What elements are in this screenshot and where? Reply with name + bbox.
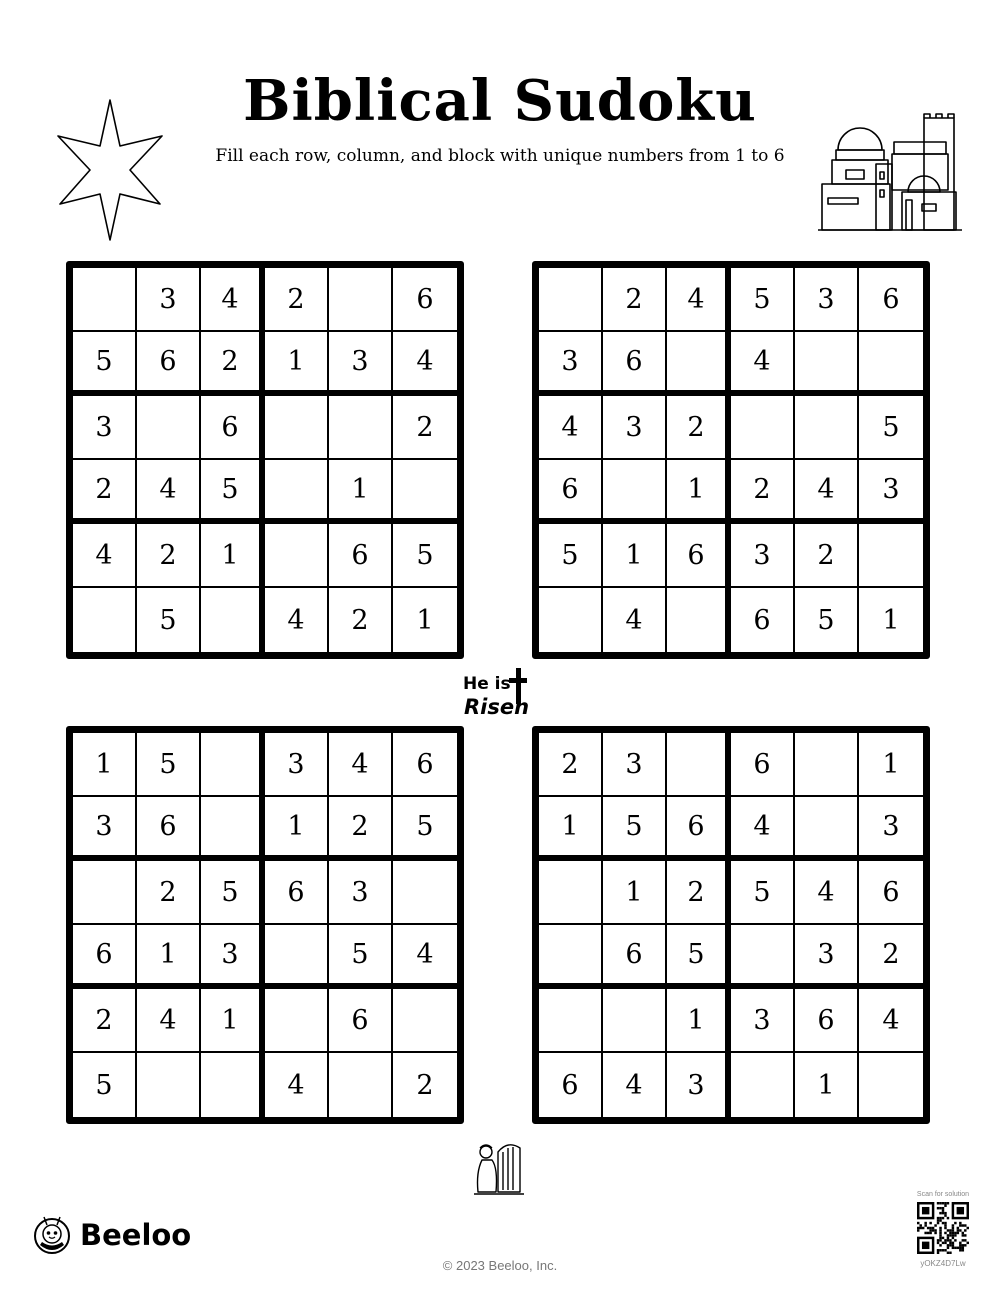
- sudoku-cell[interactable]: 2: [859, 925, 923, 989]
- sudoku-cell[interactable]: 5: [731, 861, 795, 925]
- sudoku-cell[interactable]: [795, 733, 859, 797]
- sudoku-cell[interactable]: 2: [201, 332, 265, 396]
- sudoku-cell[interactable]: 5: [859, 396, 923, 460]
- sudoku-cell[interactable]: 1: [137, 925, 201, 989]
- sudoku-cell[interactable]: 6: [137, 332, 201, 396]
- sudoku-cell[interactable]: 2: [329, 797, 393, 861]
- sudoku-cell[interactable]: 3: [73, 797, 137, 861]
- sudoku-cell[interactable]: 5: [667, 925, 731, 989]
- sudoku-cell[interactable]: 2: [329, 588, 393, 652]
- copyright-text: © 2023 Beeloo, Inc.: [442, 1258, 558, 1273]
- badge-line1: He is: [463, 674, 511, 694]
- sudoku-cell[interactable]: 1: [265, 797, 329, 861]
- sudoku-cell[interactable]: [539, 989, 603, 1053]
- sudoku-cell[interactable]: 4: [137, 460, 201, 524]
- sudoku-cell[interactable]: 5: [201, 861, 265, 925]
- sudoku-cell[interactable]: 4: [603, 1053, 667, 1117]
- qr-code-icon[interactable]: [917, 1202, 969, 1254]
- sudoku-cell[interactable]: 6: [539, 1053, 603, 1117]
- sudoku-cell[interactable]: 1: [416, 604, 434, 636]
- sudoku-cell[interactable]: [539, 925, 603, 989]
- page-subtitle: Fill each row, column, and block with unique numbers from 1 to 6: [215, 146, 785, 166]
- sudoku-cell[interactable]: [859, 332, 923, 396]
- sudoku-cell[interactable]: 6: [539, 460, 603, 524]
- sudoku-cell[interactable]: [201, 733, 265, 797]
- sudoku-grid-top-right: [532, 261, 930, 659]
- sudoku-cell[interactable]: 1: [882, 604, 900, 636]
- sudoku-cell[interactable]: [667, 733, 731, 797]
- sudoku-cell[interactable]: 2: [603, 268, 667, 332]
- he-is-risen-badge: [460, 664, 540, 724]
- sudoku-cell[interactable]: 2: [265, 268, 329, 332]
- sudoku-cell[interactable]: 4: [539, 396, 603, 460]
- sudoku-cell[interactable]: 4: [265, 588, 329, 652]
- sudoku-cell[interactable]: 3: [795, 925, 859, 989]
- sudoku-cell[interactable]: 3: [859, 460, 923, 524]
- sudoku-cell[interactable]: [859, 1053, 923, 1117]
- city-icon: [818, 112, 964, 234]
- sudoku-cell[interactable]: [137, 1053, 201, 1117]
- sudoku-cell[interactable]: [731, 396, 795, 460]
- sudoku-cell[interactable]: 5: [73, 1053, 137, 1117]
- sudoku-cell[interactable]: 5: [393, 797, 457, 861]
- sudoku-cell[interactable]: 6: [795, 989, 859, 1053]
- sudoku-cell[interactable]: 6: [329, 524, 393, 588]
- sudoku-cell[interactable]: [73, 268, 137, 332]
- sudoku-cell[interactable]: [731, 925, 795, 989]
- scan-label: Scan for solution: [916, 1191, 970, 1198]
- sudoku-cell[interactable]: [795, 332, 859, 396]
- sudoku-cell[interactable]: 3: [859, 797, 923, 861]
- sudoku-cell[interactable]: 3: [731, 524, 795, 588]
- brand-name: Beeloo: [80, 1218, 192, 1252]
- sudoku-grid-bottom-left: [66, 726, 464, 1124]
- sudoku-cell[interactable]: 1: [667, 989, 731, 1053]
- sudoku-cell[interactable]: 6: [603, 925, 667, 989]
- sudoku-cell[interactable]: 5: [603, 797, 667, 861]
- sudoku-cell[interactable]: [329, 396, 393, 460]
- sudoku-cell[interactable]: 2: [667, 861, 731, 925]
- sudoku-cell[interactable]: 4: [603, 588, 667, 652]
- sudoku-cell[interactable]: 3: [73, 396, 137, 460]
- sudoku-cell[interactable]: 4: [731, 332, 795, 396]
- sudoku-cell[interactable]: 4: [137, 989, 201, 1053]
- sudoku-cell[interactable]: 6: [859, 861, 923, 925]
- sudoku-cell[interactable]: 2: [416, 1069, 434, 1101]
- sudoku-cell[interactable]: 2: [795, 524, 859, 588]
- sudoku-cell[interactable]: [265, 460, 329, 524]
- sudoku-cell[interactable]: 4: [393, 925, 457, 989]
- sudoku-cell[interactable]: 3: [667, 1053, 731, 1117]
- sudoku-cell[interactable]: 2: [667, 396, 731, 460]
- sudoku-cell[interactable]: 2: [137, 524, 201, 588]
- sudoku-cell[interactable]: 5: [393, 524, 457, 588]
- sudoku-grid-bottom-right: [532, 726, 930, 1124]
- sudoku-cell[interactable]: [201, 1053, 265, 1117]
- sudoku-cell[interactable]: 1: [329, 460, 393, 524]
- sudoku-cell[interactable]: 1: [201, 989, 265, 1053]
- sudoku-cell[interactable]: [603, 989, 667, 1053]
- sudoku-cell[interactable]: 4: [795, 861, 859, 925]
- sudoku-cell[interactable]: 3: [539, 332, 603, 396]
- sudoku-cell[interactable]: 3: [603, 733, 667, 797]
- sudoku-cell[interactable]: 4: [73, 524, 137, 588]
- sudoku-cell[interactable]: 5: [201, 460, 265, 524]
- sudoku-cell[interactable]: [539, 861, 603, 925]
- sudoku-cell[interactable]: [201, 588, 265, 652]
- sudoku-cell[interactable]: [795, 797, 859, 861]
- sudoku-cell[interactable]: 6: [667, 524, 731, 588]
- sudoku-cell[interactable]: 6: [329, 989, 393, 1053]
- sudoku-cell[interactable]: 3: [265, 733, 329, 797]
- sudoku-cell[interactable]: 6: [137, 797, 201, 861]
- sudoku-cell[interactable]: 2: [393, 396, 457, 460]
- badge-line2: Risen: [464, 695, 530, 719]
- sudoku-cell[interactable]: 3: [137, 268, 201, 332]
- sudoku-grid-top-left: [66, 261, 464, 659]
- sudoku-cell[interactable]: 4: [201, 268, 265, 332]
- sudoku-cell[interactable]: 2: [73, 460, 137, 524]
- sudoku-cell[interactable]: [73, 588, 137, 652]
- sudoku-cell[interactable]: [393, 460, 457, 524]
- beeloo-logo[interactable]: [32, 1214, 191, 1256]
- sudoku-cell[interactable]: 5: [539, 524, 603, 588]
- sudoku-cell[interactable]: [731, 1053, 795, 1117]
- sudoku-cell[interactable]: 4: [393, 332, 457, 396]
- sudoku-cell[interactable]: 4: [795, 460, 859, 524]
- harp-figure-icon: [470, 1138, 530, 1196]
- sudoku-cell[interactable]: 1: [603, 524, 667, 588]
- sudoku-cell[interactable]: 6: [201, 396, 265, 460]
- sudoku-cell[interactable]: 6: [731, 588, 795, 652]
- sudoku-cell[interactable]: 1: [73, 733, 137, 797]
- sudoku-cell[interactable]: [859, 524, 923, 588]
- sudoku-cell[interactable]: [539, 268, 603, 332]
- sudoku-cell[interactable]: [667, 332, 731, 396]
- sudoku-cell[interactable]: [795, 396, 859, 460]
- sudoku-cell[interactable]: 4: [731, 797, 795, 861]
- sudoku-cell[interactable]: [329, 268, 393, 332]
- sudoku-cell[interactable]: [393, 989, 457, 1053]
- sudoku-cell[interactable]: 6: [265, 861, 329, 925]
- sudoku-cell[interactable]: [393, 861, 457, 925]
- sudoku-cell[interactable]: 5: [137, 588, 201, 652]
- sudoku-cell[interactable]: [265, 925, 329, 989]
- sudoku-cell[interactable]: 5: [137, 733, 201, 797]
- sudoku-cell[interactable]: 3: [731, 989, 795, 1053]
- sudoku-cell[interactable]: [201, 797, 265, 861]
- sudoku-cell[interactable]: 2: [731, 460, 795, 524]
- sudoku-cell[interactable]: 5: [73, 332, 137, 396]
- qr-code-id: yOKZ4D7Lw: [920, 1259, 966, 1268]
- sudoku-cell[interactable]: 6: [667, 797, 731, 861]
- sudoku-cell[interactable]: 2: [539, 733, 603, 797]
- sudoku-cell[interactable]: 3: [795, 268, 859, 332]
- sudoku-cell[interactable]: [265, 989, 329, 1053]
- sudoku-cell[interactable]: [265, 396, 329, 460]
- sudoku-cell[interactable]: [329, 1053, 393, 1117]
- sudoku-cell[interactable]: [73, 861, 137, 925]
- sudoku-cell[interactable]: 1: [603, 861, 667, 925]
- sudoku-cell[interactable]: [539, 588, 603, 652]
- sudoku-cell[interactable]: 6: [73, 925, 137, 989]
- sudoku-cell[interactable]: 6: [393, 268, 457, 332]
- sudoku-cell[interactable]: 3: [329, 332, 393, 396]
- sudoku-cell[interactable]: [603, 460, 667, 524]
- sudoku-cell[interactable]: 4: [329, 733, 393, 797]
- sudoku-cell[interactable]: 1: [795, 1053, 859, 1117]
- sudoku-cell[interactable]: 4: [667, 268, 731, 332]
- sudoku-cell[interactable]: 6: [603, 332, 667, 396]
- sudoku-cell[interactable]: [137, 396, 201, 460]
- sudoku-cell[interactable]: 5: [329, 925, 393, 989]
- sudoku-cell[interactable]: 3: [603, 396, 667, 460]
- page-title: Biblical Sudoku: [243, 68, 757, 134]
- sudoku-cell[interactable]: 1: [667, 460, 731, 524]
- sudoku-cell[interactable]: 5: [795, 588, 859, 652]
- sudoku-cell[interactable]: 1: [265, 332, 329, 396]
- sudoku-cell[interactable]: 1: [539, 797, 603, 861]
- sudoku-cell[interactable]: 4: [859, 989, 923, 1053]
- sudoku-cell[interactable]: 4: [265, 1053, 329, 1117]
- sudoku-cell[interactable]: 6: [859, 268, 923, 332]
- star-icon: [52, 96, 168, 244]
- sudoku-cell[interactable]: 2: [73, 989, 137, 1053]
- bee-icon: [32, 1214, 72, 1256]
- sudoku-cell[interactable]: [265, 524, 329, 588]
- sudoku-cell[interactable]: 3: [201, 925, 265, 989]
- sudoku-cell[interactable]: 1: [201, 524, 265, 588]
- sudoku-cell[interactable]: 6: [393, 733, 457, 797]
- sudoku-cell[interactable]: 5: [731, 268, 795, 332]
- sudoku-cell[interactable]: 1: [859, 733, 923, 797]
- sudoku-cell[interactable]: 2: [137, 861, 201, 925]
- sudoku-cell[interactable]: 6: [731, 733, 795, 797]
- sudoku-cell[interactable]: [667, 588, 731, 652]
- sudoku-cell[interactable]: 3: [329, 861, 393, 925]
